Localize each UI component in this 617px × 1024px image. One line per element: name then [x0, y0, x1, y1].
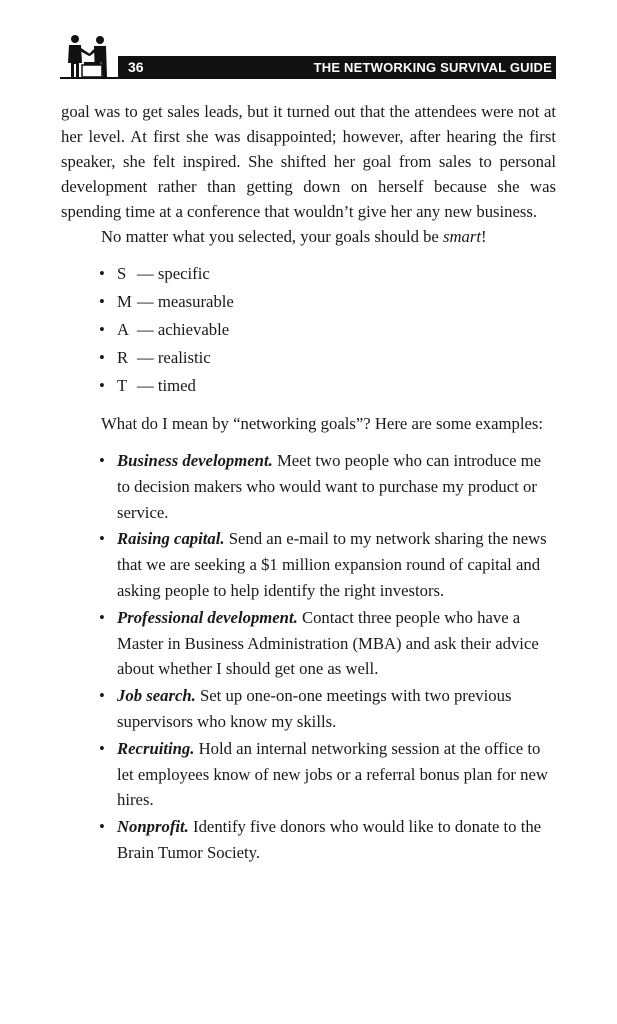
example-text: Contact three people who have a Master in Business Administration (MBA) and ask their advice about whether I should get one as well. — [117, 607, 539, 679]
example-item — [61, 448, 556, 525]
examples-list — [61, 448, 556, 866]
smart-meaning: — measurable — [137, 292, 234, 311]
page-body — [61, 99, 556, 867]
bullet: • — [99, 607, 105, 627]
smart-lead-paragraph — [61, 224, 556, 249]
example-term: Nonprofit. — [117, 817, 189, 837]
example-term: Business development. — [117, 451, 273, 470]
smart-list — [61, 260, 556, 400]
example-text: Send an e-mail to my network sharing the news that we are seeking a $1 million expansion round of capital and asking people to help identify the right investors. — [117, 529, 547, 600]
example-text: Set up one-on-one meetings with two previous supervisors who know my skills. — [117, 686, 512, 731]
example-term: Recruiting. — [117, 738, 195, 758]
bullet: • — [99, 348, 105, 367]
example-item — [61, 683, 556, 735]
smart-letter: R — [117, 348, 129, 367]
example-item — [61, 814, 556, 866]
smart-item — [61, 316, 556, 344]
bullet: • — [99, 320, 105, 339]
bullet: • — [99, 686, 105, 706]
header-rule — [60, 78, 556, 79]
smart-item — [61, 344, 556, 372]
bullet: • — [99, 529, 105, 549]
smart-meaning: — timed — [137, 376, 196, 395]
smart-letter: A — [117, 320, 130, 339]
smart-letter: M — [117, 292, 132, 311]
smart-word: smart — [443, 227, 482, 246]
bullet: • — [99, 376, 105, 395]
bullet: • — [99, 738, 105, 758]
question-paragraph: What do I mean by “networking goals”? Here are some examples: — [101, 414, 544, 433]
bullet: • — [99, 292, 105, 311]
running-header — [118, 56, 556, 78]
example-text: Meet two people who can introduce me to decision makers who would want to purchase my product or service. — [117, 451, 542, 522]
smart-end: ! — [481, 227, 487, 246]
smart-item — [61, 260, 556, 288]
bullet: • — [99, 817, 105, 837]
smart-letter: T — [117, 376, 128, 395]
smart-item — [61, 372, 556, 400]
smart-meaning: — achievable — [137, 320, 230, 339]
running-title: THE NETWORKING SURVIVAL GUIDE — [313, 60, 552, 75]
bullet: • — [99, 264, 105, 283]
bullet: • — [99, 451, 105, 470]
example-term: Professional development. — [117, 607, 298, 627]
page-number: 36 — [128, 59, 144, 75]
example-item — [61, 736, 556, 813]
intro-paragraph: goal was to get sales leads, but it turned out that the attendees were not at her level. At first she was disappointed; however, after hearing the first speaker, she felt inspired. She shifted her goal from sales to personal development rather than getting down on herself because she was spending time at a conference that wouldn’t give her any new business. — [61, 102, 556, 221]
example-item — [61, 526, 556, 603]
example-item — [61, 605, 556, 682]
smart-meaning: — realistic — [137, 348, 211, 367]
example-text: Identify five donors who would like to donate to the Brain Tumor Society. — [117, 817, 542, 862]
example-term: Raising capital. — [117, 529, 225, 549]
smart-item — [61, 288, 556, 316]
handshake-logo-icon — [60, 33, 120, 79]
smart-letter: S — [117, 264, 127, 283]
example-term: Job search. — [117, 686, 196, 706]
example-text: Hold an internal networking session at the office to let employees know of new jobs or a referral bonus plan for new hires. — [117, 738, 548, 810]
smart-meaning: — specific — [137, 264, 210, 283]
smart-lead-text: No matter what you selected, your goals should be — [101, 227, 444, 246]
